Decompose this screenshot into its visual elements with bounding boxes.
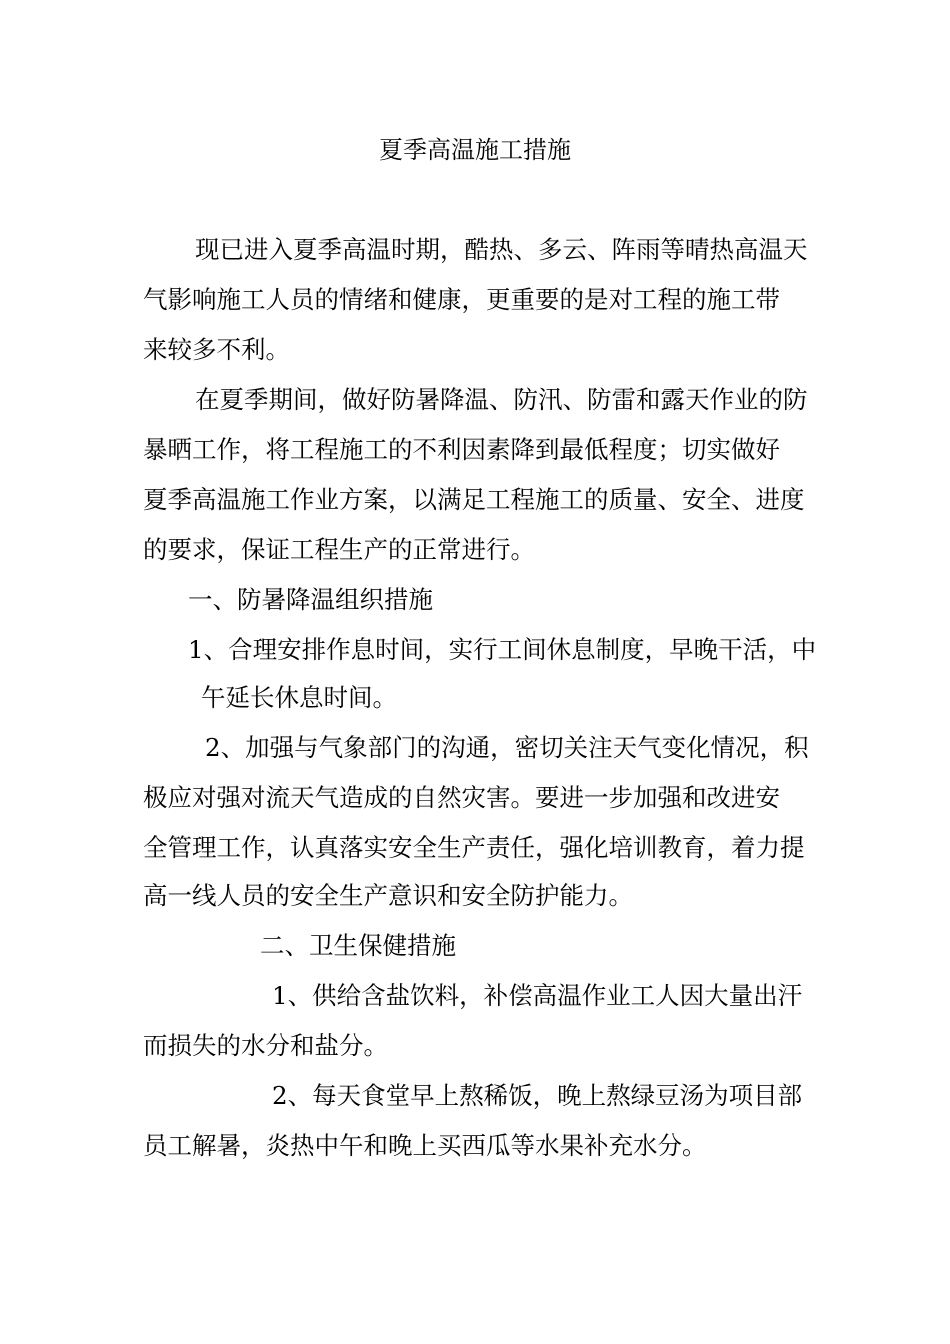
paragraph-2-line-2: 暴晒工作，将工程施工的不利因素降到最低程度；切实做好 xyxy=(143,435,780,464)
paragraph-2-line-3: 夏季高温施工作业方案，以满足工程施工的质量、安全、进度 xyxy=(143,485,805,514)
item-1-1-line-2: 午延长休息时间。 xyxy=(201,683,397,712)
item-2-2-line-1: 2、每天食堂早上熬稀饭，晚上熬绿豆汤为项目部 xyxy=(272,1081,803,1110)
item-1-1-line-1: 1、合理安排作息时间，实行工间休息制度，早晚干活，中 xyxy=(188,635,817,664)
item-1-2-line-1: 2、加强与气象部门的沟通，密切关注天气变化情况，积 xyxy=(205,733,809,762)
item-1-2-line-4: 高一线人员的安全生产意识和安全防护能力。 xyxy=(143,881,633,910)
section-heading-2: 二、卫生保健措施 xyxy=(260,931,456,960)
paragraph-2-line-4: 的要求，保证工程生产的正常进行。 xyxy=(143,535,535,564)
document-title: 夏季高温施工措施 xyxy=(379,136,571,164)
paragraph-1-line-2: 气影响施工人员的情绪和健康，更重要的是对工程的施工带 xyxy=(143,285,780,314)
paragraph-2-line-1: 在夏季期间，做好防暑降温、防汛、防雷和露天作业的防 xyxy=(195,385,808,414)
section-heading-1: 一、防暑降温组织措施 xyxy=(188,585,433,614)
item-2-1-line-2: 而损失的水分和盐分。 xyxy=(143,1031,388,1060)
item-2-2-line-2: 员工解暑，炎热中午和晚上买西瓜等水果补充水分。 xyxy=(143,1131,707,1160)
paragraph-1-line-1: 现已进入夏季高温时期，酷热、多云、阵雨等晴热高温天 xyxy=(195,235,808,264)
item-1-2-line-2: 极应对强对流天气造成的自然灾害。要进一步加强和改进安 xyxy=(143,783,780,812)
item-2-1-line-1: 1、供给含盐饮料，补偿高温作业工人因大量出汗 xyxy=(272,981,803,1010)
paragraph-1-line-3: 来较多不利。 xyxy=(143,335,290,364)
item-1-2-line-3: 全管理工作，认真落实安全生产责任，强化培训教育，着力提 xyxy=(143,833,805,862)
